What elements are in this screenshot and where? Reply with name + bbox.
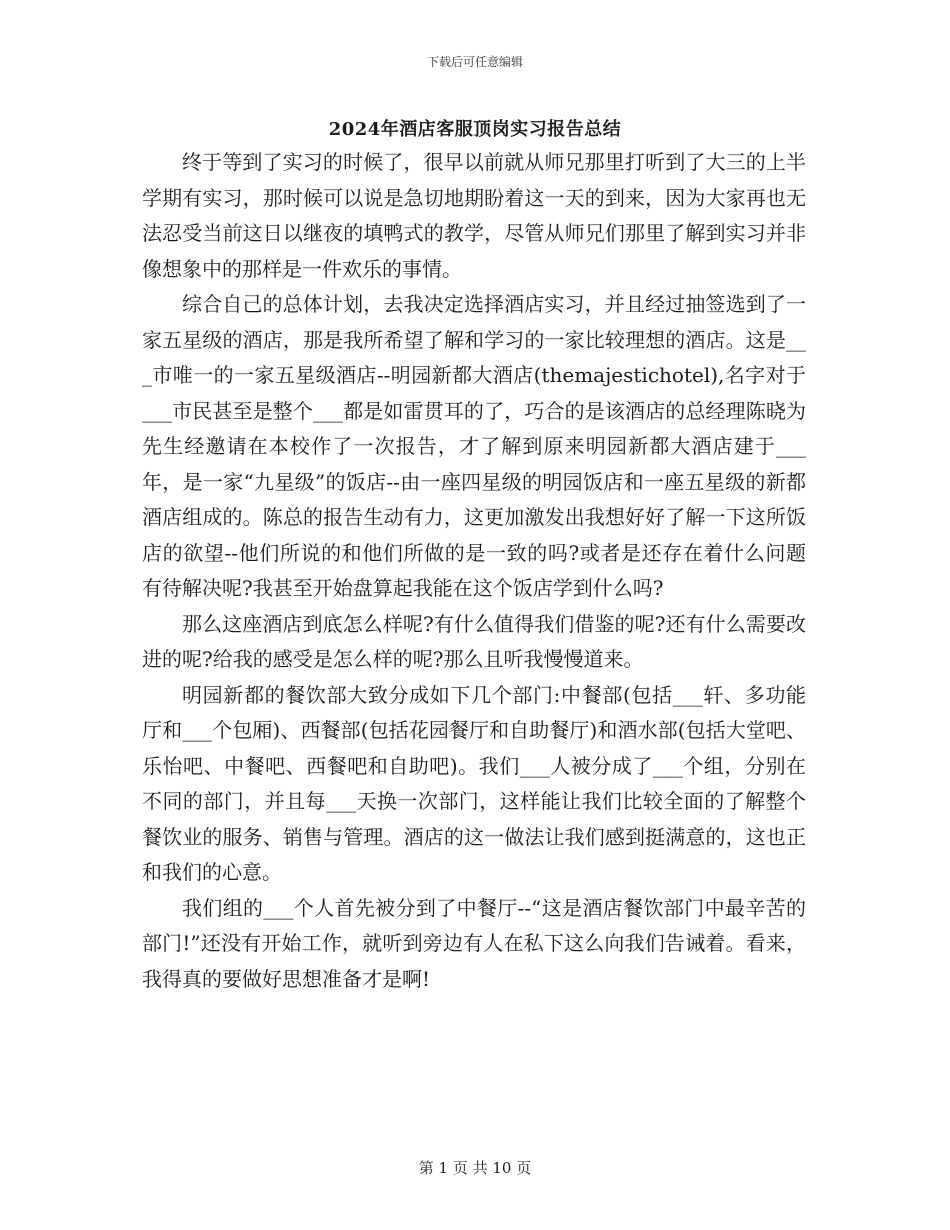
paragraph-5: 我们组的___个人首先被分到了中餐厅--“这是酒店餐饮部门中最辛苦的部门!”还没有开始工作，就听到旁边有人在私下这么向我们告诫着。看来，我得真的要做好思想准备才是啊!: [142, 895, 806, 991]
document-body: [142, 145, 806, 997]
paragraph-2: 综合自己的总体计划，去我决定选择酒店实习，并且经过抽签选到了一家五星级的酒店，那是我所希望了解和学习的一家比较理想的酒店。这是___市唯一的一家五星级酒店--明园新都大酒店(themajestichotel),名字对于___市民甚至是整个___都是如雷贯耳的了，巧合的是该酒店的总经理陈晓为先生经邀请在本校作了一次报告，才了解到原来明园新都大酒店建于___年，是一家“九星级”的饭店--由一座四星级的明园饭店和一座五星级的新都酒店组成的。陈总的报告生动有力，这更加激发出我想好好了解一下这所饭店的欲望--他们所说的和他们所做的是一致的吗?或者是还存在着什么问题有待解决呢?我甚至开始盘算起我能在这个饭店学到什么吗?: [142, 292, 806, 600]
paragraph-4: 明园新都的餐饮部大致分成如下几个部门:中餐部(包括___轩、多功能厅和___个包厢)、西餐部(包括花园餐厅和自助餐厅)和酒水部(包括大堂吧、乐怡吧、中餐吧、西餐吧和自助吧)。我们___人被分成了___个组，分别在不同的部门，并且每___天换一次部门，这样能让我们比较全面的了解整个餐饮业的服务、销售与管理。酒店的这一做法让我们感到挺满意的，这也正和我们的心意。: [142, 682, 806, 884]
paragraph-3: 那么这座酒店到底怎么样呢?有什么值得我们借鉴的呢?还有什么需要改进的呢?给我的感受是怎么样的呢?那么且听我慢慢道来。: [142, 611, 806, 671]
paragraph-1: 终于等到了实习的时候了，很早以前就从师兄那里打听到了大三的上半学期有实习，那时候可以说是急切地期盼着这一天的到来，因为大家再也无法忍受当前这日以继夜的填鸭式的教学，尽管从师兄们那里了解到实习并非像想象中的那样是一件欢乐的事情。: [142, 150, 806, 281]
document-title: 2024年酒店客服顶岗实习报告总结: [328, 119, 622, 140]
page-footer: 第 1 页 共 10 页: [418, 1159, 532, 1177]
header-note: 下载后可任意编辑: [426, 55, 523, 69]
